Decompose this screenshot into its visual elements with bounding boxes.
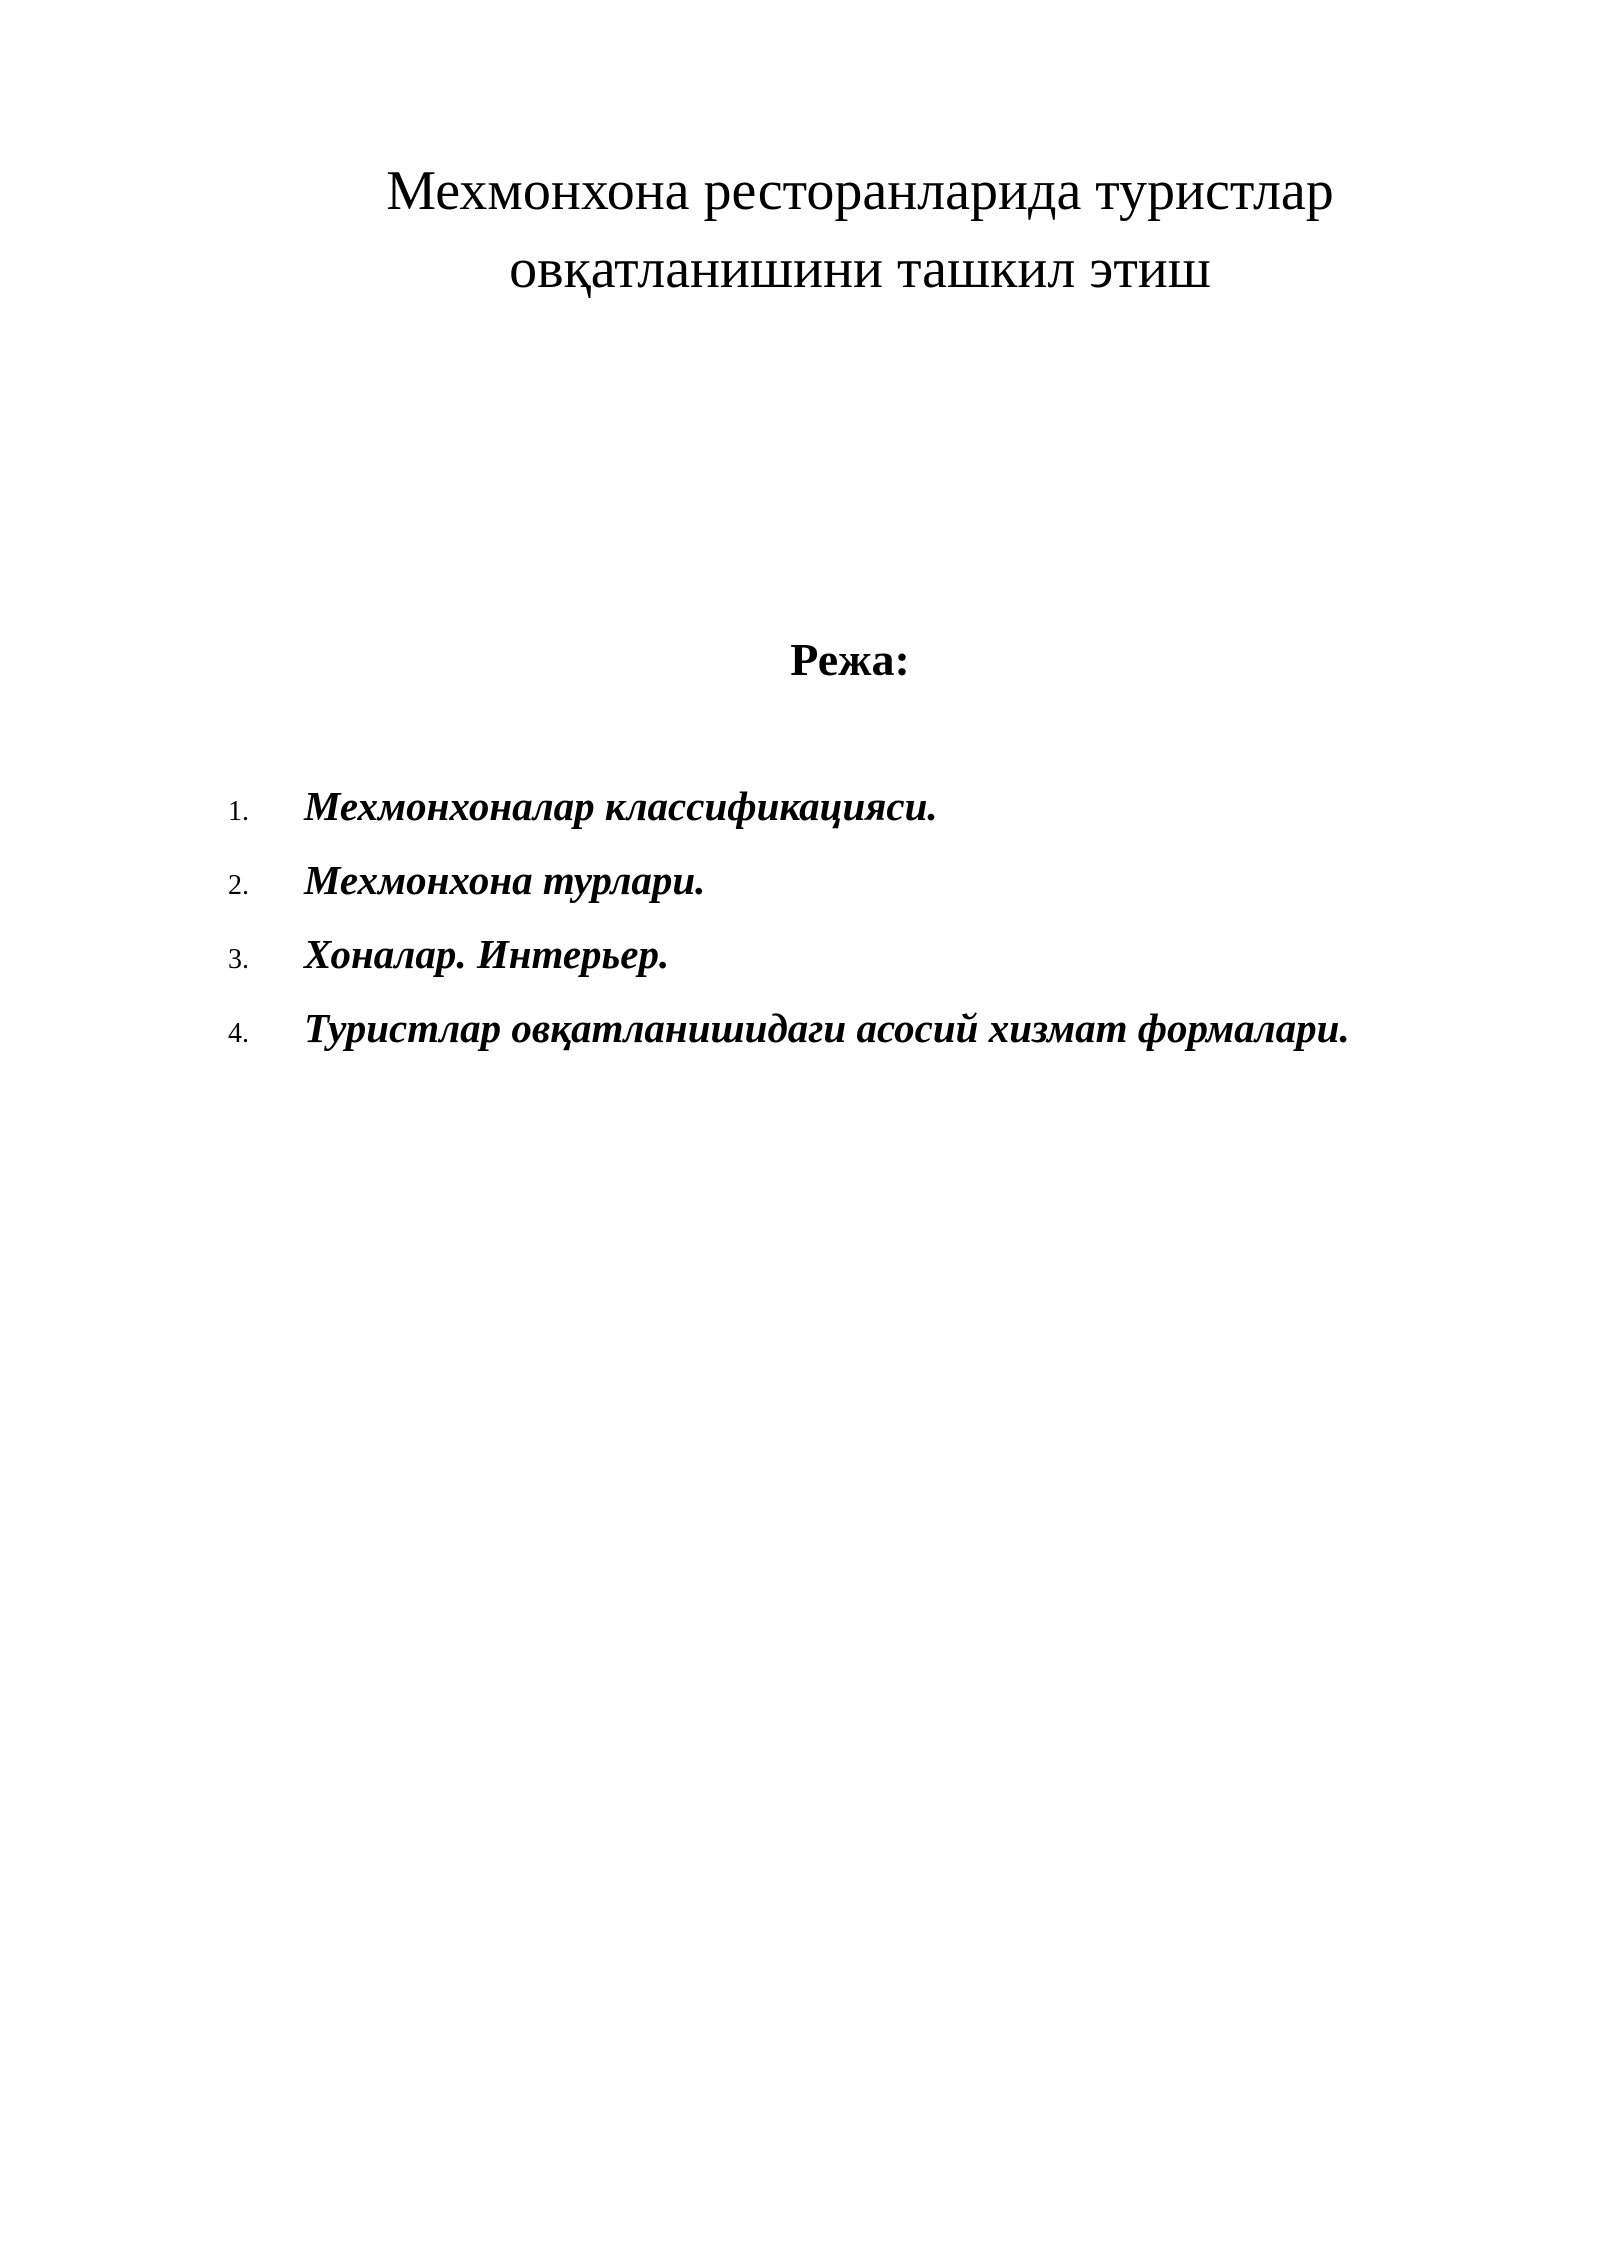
plan-item-number: 4. <box>228 1018 249 1049</box>
plan-item-text: Туристлар овқатланишидаги асосий хизмат формалари. <box>304 1005 1350 1051</box>
plan-item-text: Хоналар. Интерьер. <box>304 931 670 977</box>
document-title <box>300 152 1420 308</box>
plan-item <box>228 856 1488 930</box>
plan-item <box>228 1004 1488 1078</box>
plan-item <box>228 782 1488 856</box>
plan-item-number: 3. <box>228 944 249 975</box>
plan-item-number: 1. <box>228 796 249 827</box>
plan-item-text: Мехмонхона турлари. <box>304 857 706 903</box>
plan-item-number: 2. <box>228 870 249 901</box>
plan-heading: Режа: <box>790 634 910 685</box>
plan-item-text: Мехмонхоналар классификацияси. <box>304 783 938 829</box>
plan-list <box>228 782 1488 1078</box>
title-line-2: овқатланишини ташкил этиш <box>509 238 1211 300</box>
plan-item <box>228 930 1488 1004</box>
title-line-1: Мехмонхона ресторанларида туристлар <box>386 160 1334 222</box>
